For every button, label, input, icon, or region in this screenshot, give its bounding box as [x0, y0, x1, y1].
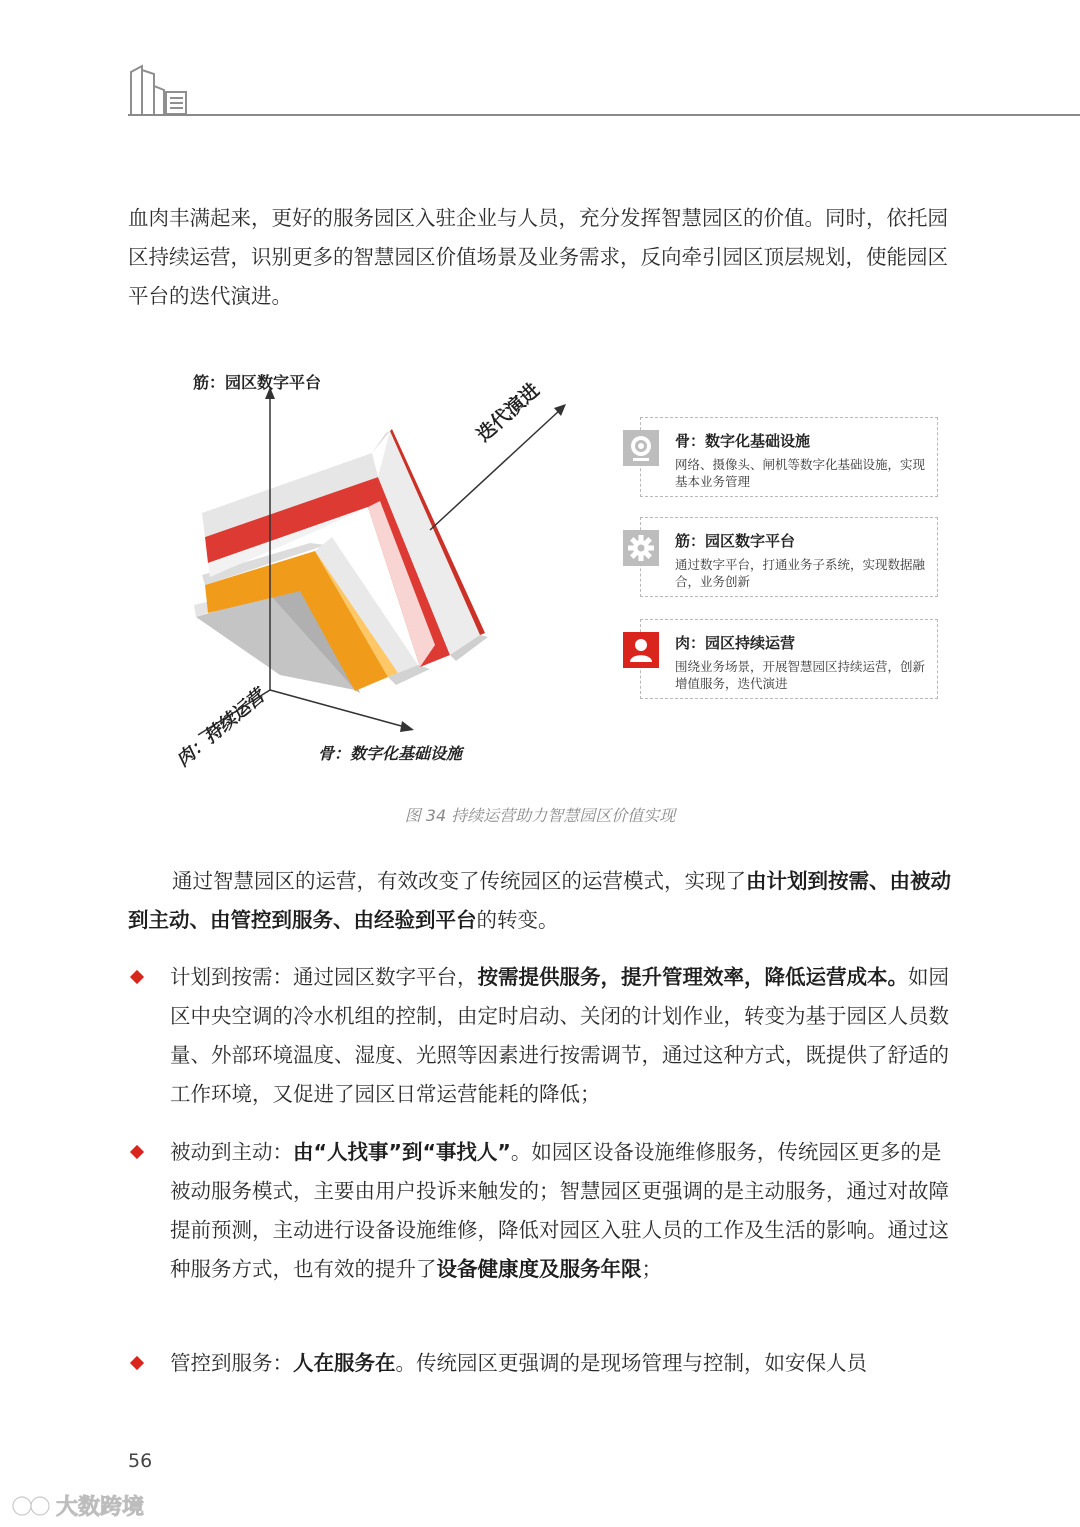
- bullet-item: [128, 1344, 954, 1383]
- page-number: 56: [128, 1450, 153, 1472]
- bullet-text: 计划到按需：通过园区数字平台，: [170, 965, 478, 989]
- legend-title: 筋：园区数字平台: [675, 532, 796, 550]
- camera-icon: [623, 430, 659, 466]
- bullet-text: 管控到服务：: [170, 1351, 293, 1375]
- summary-paragraph: [128, 862, 954, 940]
- bullet-bold: 设备健康度及服务年限: [436, 1257, 642, 1281]
- legend-desc: 网络、摄像头、闸机等数字化基础设施，实现基本业务管理: [675, 457, 926, 489]
- bullet-bold: 由“人找事”到“事找人”: [293, 1140, 511, 1164]
- legend-card-tendon: [640, 517, 938, 597]
- legend-title: 肉：园区持续运营: [675, 634, 796, 652]
- summary-text: 通过智慧园区的运营，有效改变了传统园区的运营模式，实现了: [172, 869, 746, 893]
- watermark-logo: [8, 1490, 158, 1522]
- y-axis-label: 筋：园区数字平台: [193, 373, 322, 392]
- bullet-text: 。如园区设备设施维修服务，传统园区更多的是被动服务模式，主要由用户投诉来触发的；智慧园区更强调的是主动服务，通过对故障提前预测，主动进行设备设施维修，降低对园区入驻人员的工作及生活的影响。通过这种服务方式，也有效的提升了: [170, 1140, 949, 1281]
- legend-card-bone: [640, 417, 938, 497]
- legend-desc: 围绕业务场景，开展智慧园区持续运营，创新增值服务，迭代演进: [675, 659, 926, 691]
- intro-paragraph: 血肉丰满起来，更好的服务园区入驻企业与人员，充分发挥智慧园区的价值。同时，依托园区持续运营，识别更多的智慧园区价值场景及业务需求，反向牵引园区顶层规划，使能园区平台的迭代演进。: [128, 206, 948, 308]
- summary-text-end: 的转变。: [476, 908, 559, 932]
- bullet-bold: 按需提供服务，提升管理效率，降低运营成本。: [477, 965, 908, 989]
- gear-icon: [623, 530, 659, 566]
- left-axis-label: 肉：持续运营: [172, 685, 269, 772]
- diamond-bullet-icon: [130, 1145, 144, 1159]
- person-icon: [623, 632, 659, 668]
- bullet-text: 。传统园区更强调的是现场管理与控制，如安保人员: [395, 1351, 867, 1375]
- watermark-text: 大数跨境: [56, 1495, 145, 1520]
- x-axis-label: 骨：数字化基础设施: [318, 744, 463, 763]
- header-rule: [128, 114, 1080, 116]
- bullet-item: [128, 958, 954, 1114]
- diamond-bullet-icon: [130, 970, 144, 984]
- diagonal-axis-label: 迭代演进: [472, 379, 544, 447]
- legend-desc: 通过数字平台，打通业务子系统，实现数据融合，业务创新: [675, 557, 926, 589]
- bullet-item: [128, 1133, 954, 1289]
- legend-card-flesh: [640, 619, 938, 699]
- building-logo-icon: [128, 62, 190, 116]
- diamond-bullet-icon: [130, 1356, 144, 1370]
- bullet-text: 被动到主动：: [170, 1140, 293, 1164]
- bullet-text: 如园区中央空调的冷水机组的控制，由定时启动、关闭的计划作业，转变为基于园区人员数量、外部环境温度、湿度、光照等因素进行按需调节，通过这种方式，既提供了舒适的工作环境，又促进了园区日常运营能耗的降低；: [170, 965, 949, 1106]
- legend-title: 骨：数字化基础设施: [675, 432, 811, 450]
- figure-caption: 图 34 持续运营助力智慧园区价值实现: [404, 806, 676, 825]
- bullet-bold: 人在服务在: [293, 1351, 396, 1375]
- summary-bold: 由计划到按需、由被动到主动、由管控到服务、由经验到平台: [128, 869, 951, 932]
- bullet-text: ；: [641, 1257, 662, 1281]
